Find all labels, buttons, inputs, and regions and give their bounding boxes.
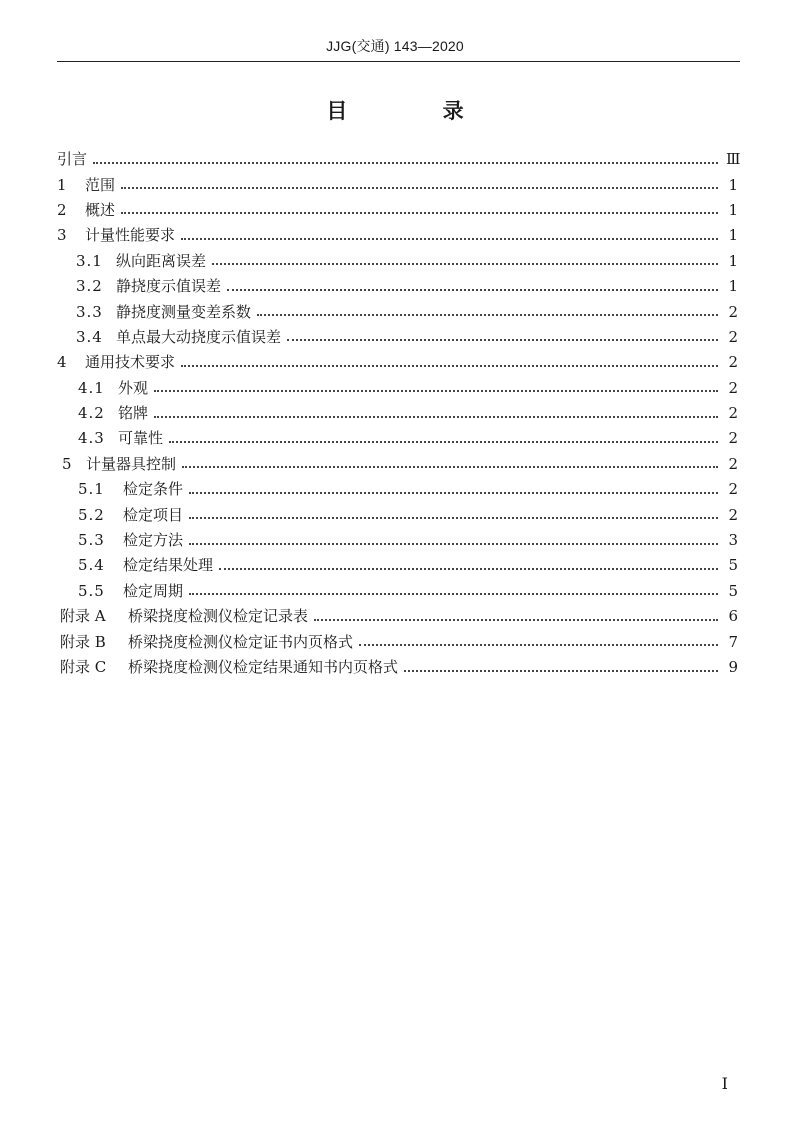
toc-entry-number: 附录 C [60, 658, 107, 676]
toc-entry-page: 1 [728, 200, 738, 219]
toc-entry-label: 范围 [85, 175, 116, 194]
toc-entry-page: 1 [728, 226, 738, 245]
toc-entry-page: 1 [728, 175, 738, 194]
toc-entry-page: 2 [728, 505, 738, 524]
toc-entry-page: 7 [728, 632, 738, 651]
toc-entry-label: 计量性能要求 [85, 226, 176, 245]
toc-entry-number: 4 [57, 353, 67, 372]
toc-entry[interactable] [0, 477, 790, 502]
toc-entry-label: 静挠度测量变差系数 [116, 302, 252, 321]
toc-entry-page: 5 [728, 581, 738, 600]
toc-entry-number: 3.2 [76, 277, 103, 296]
dot-leader [257, 314, 718, 316]
toc-entry-page: 2 [728, 302, 738, 321]
toc-entry-number: 5 [62, 454, 72, 473]
toc-entry-page: 3 [728, 531, 738, 550]
toc-entry-page: 2 [728, 454, 738, 473]
toc-entry[interactable] [0, 223, 790, 248]
toc-entry-number: 1 [57, 175, 67, 194]
page-title: 目 录 [326, 98, 508, 123]
toc-entry-label: 检定条件 [123, 480, 184, 499]
toc-entry[interactable] [0, 528, 790, 553]
toc-entry-page: 2 [728, 404, 738, 423]
toc-entry[interactable] [0, 655, 790, 680]
dot-leader [287, 339, 718, 341]
toc-entry-number: 3 [57, 226, 67, 245]
dot-leader [121, 212, 718, 214]
toc-entry-page: 2 [728, 327, 738, 346]
toc-entry-number: 2 [57, 200, 67, 219]
toc-entry-label: 引言 [57, 150, 88, 169]
toc-entry-number: 附录 B [60, 632, 106, 651]
standard-code-header: JJG(交通) 143—2020 [326, 38, 464, 54]
dot-leader [189, 492, 718, 494]
toc-entry-label: 计量器具控制 [86, 454, 177, 473]
toc-entry[interactable] [0, 426, 790, 451]
toc-entry[interactable] [0, 299, 790, 324]
toc-entry-label: 检定周期 [123, 581, 184, 600]
toc-entry-number: 3.4 [76, 327, 103, 346]
toc-entry-page: 2 [728, 378, 738, 397]
dot-leader [404, 670, 718, 672]
toc-entry[interactable] [0, 376, 790, 401]
dot-leader [189, 543, 718, 545]
toc-entry-number: 4.2 [78, 404, 105, 423]
toc-entry-page: 5 [728, 556, 738, 575]
toc-entry-page: 2 [728, 353, 738, 372]
dot-leader [359, 644, 718, 646]
toc-entry-label: 桥梁挠度检测仪检定证书内页格式 [128, 632, 354, 651]
toc-entry[interactable] [0, 198, 790, 223]
toc-entry[interactable] [0, 147, 790, 172]
toc-entry-label: 静挠度示值误差 [116, 277, 222, 296]
toc-entry-number: 5.1 [78, 480, 105, 499]
toc-entry-number: 5.3 [78, 531, 105, 550]
dot-leader [181, 238, 718, 240]
toc-entry-label: 检定方法 [123, 531, 184, 550]
table-of-contents [0, 147, 790, 680]
toc-entry-page: 1 [728, 277, 738, 296]
toc-entry-label: 单点最大动挠度示值误差 [116, 327, 282, 346]
toc-entry[interactable] [0, 350, 790, 375]
toc-entry[interactable] [0, 604, 790, 629]
toc-entry[interactable] [0, 249, 790, 274]
toc-entry[interactable] [0, 325, 790, 350]
toc-entry-label: 桥梁挠度检测仪检定记录表 [128, 607, 309, 626]
toc-entry-number: 3.1 [76, 251, 103, 270]
toc-entry-number: 附录 A [60, 607, 106, 626]
toc-entry-number: 5.2 [78, 505, 105, 524]
dot-leader [169, 441, 718, 443]
toc-entry-page: 6 [728, 607, 738, 626]
toc-entry-label: 概述 [85, 200, 116, 219]
toc-entry-label: 纵向距离误差 [116, 251, 207, 270]
dot-leader [314, 619, 718, 621]
dot-leader [212, 263, 718, 265]
toc-entry-page: 2 [728, 480, 738, 499]
header-divider [57, 61, 740, 62]
toc-entry-label: 铭牌 [118, 404, 149, 423]
toc-entry-number: 5.5 [78, 581, 105, 600]
toc-entry-number: 4.3 [78, 429, 105, 448]
toc-entry[interactable] [0, 502, 790, 527]
toc-entry[interactable] [0, 452, 790, 477]
toc-entry[interactable] [0, 629, 790, 654]
toc-entry[interactable] [0, 553, 790, 578]
toc-entry-label: 可靠性 [118, 429, 164, 448]
toc-entry-page: Ⅲ [726, 150, 741, 169]
toc-entry[interactable] [0, 274, 790, 299]
toc-entry-label: 外观 [118, 378, 149, 397]
dot-leader [219, 568, 718, 570]
dot-leader [189, 593, 718, 595]
dot-leader [154, 416, 718, 418]
toc-entry-number: 5.4 [78, 556, 105, 575]
page-number: I [721, 1074, 728, 1093]
toc-entry[interactable] [0, 172, 790, 197]
toc-entry-label: 通用技术要求 [85, 353, 176, 372]
toc-entry-page: 2 [728, 429, 738, 448]
dot-leader [181, 365, 718, 367]
dot-leader [93, 162, 718, 164]
toc-entry[interactable] [0, 401, 790, 426]
dot-leader [227, 289, 718, 291]
dot-leader [189, 517, 718, 519]
toc-entry-page: 9 [728, 658, 738, 676]
dot-leader [182, 466, 718, 468]
toc-entry[interactable] [0, 579, 790, 604]
dot-leader [154, 390, 718, 392]
toc-entry-page: 1 [728, 251, 738, 270]
toc-entry-label: 检定结果处理 [123, 556, 214, 575]
dot-leader [121, 187, 718, 189]
toc-entry-label: 桥梁挠度检测仪检定结果通知书内页格式 [128, 658, 399, 676]
toc-entry-number: 3.3 [76, 302, 103, 321]
toc-entry-number: 4.1 [78, 378, 105, 397]
toc-entry-label: 检定项目 [123, 505, 184, 524]
